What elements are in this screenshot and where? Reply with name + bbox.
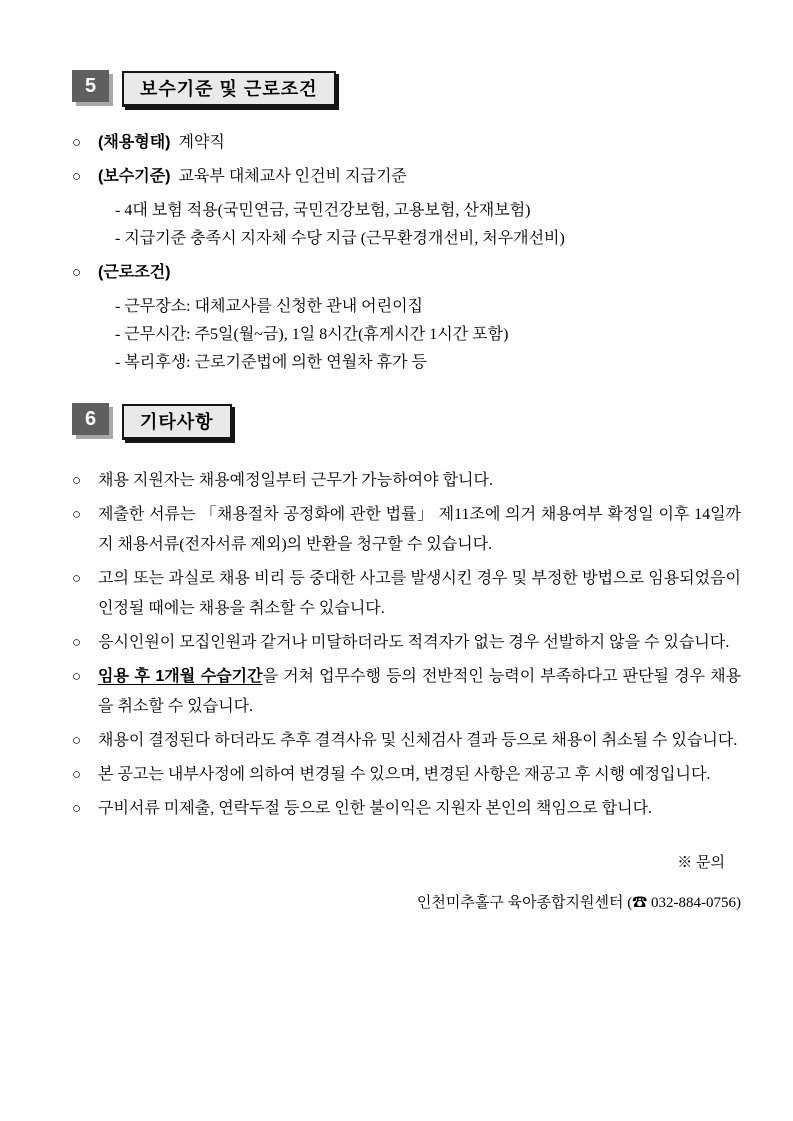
bullet-item-pay-standard <box>72 167 741 187</box>
circle-bullet-icon: ○ <box>72 473 82 489</box>
sub-item-workhours: - 근무시간: 주5일(월~금), 1일 8시간(휴게시간 1시간 포함) <box>115 326 509 343</box>
bullet-text <box>98 133 741 153</box>
notice-item-document-return <box>72 500 741 560</box>
bullet-value: 교육부 대체교사 인건비 지급기준 <box>178 168 407 185</box>
notice-text: 고의 또는 과실로 채용 비리 등 중대한 사고를 발생시킨 경우 및 부정한 방법으로 임용되었음이 인정될 때에는 채용을 취소할 수 있습니다. <box>98 570 741 617</box>
circle-bullet-icon: ○ <box>72 733 82 749</box>
circle-bullet-icon: ○ <box>72 669 82 685</box>
notice-item-responsibility <box>72 794 741 824</box>
sub-item-welfare: - 복리후생: 근로기준법에 의한 연월차 휴가 등 <box>115 354 427 371</box>
circle-bullet-icon: ○ <box>72 507 82 523</box>
notice-item-change <box>72 760 741 790</box>
bullet-text <box>98 263 741 283</box>
circle-bullet-icon: ○ <box>72 135 82 151</box>
circle-bullet-icon: ○ <box>72 265 82 281</box>
section-6-number-badge: 6 <box>72 403 109 435</box>
section-compensation <box>72 70 741 373</box>
sub-item-insurance: - 4대 보험 적용(국민연금, 국민건강보험, 고용보험, 산재보험) <box>115 202 531 219</box>
notice-item-disqualification <box>72 726 741 756</box>
bullet-label: (채용형태) <box>98 134 171 151</box>
notice-text: 본 공고는 내부사정에 의하여 변경될 수 있으며, 변경된 사항은 재공고 후 시행 예정입니다. <box>98 766 711 783</box>
sub-item-allowance: - 지급기준 충족시 지자체 수당 지급 (근무환경개선비, 처우개선비) <box>115 230 565 247</box>
notice-item-probation <box>72 662 741 722</box>
notice-item-start-date <box>72 466 741 496</box>
notice-text: 채용이 결정된다 하더라도 추후 결격사유 및 신체검사 결과 등으로 채용이 취소될 수 있습니다. <box>98 732 738 749</box>
section-5-number-badge: 5 <box>72 70 109 102</box>
circle-bullet-icon: ○ <box>72 635 82 651</box>
sub-item-workplace: - 근무장소: 대체교사를 신청한 관내 어린이집 <box>115 298 423 315</box>
notice-item-cancellation-fraud <box>72 564 741 624</box>
circle-bullet-icon: ○ <box>72 571 82 587</box>
probation-emphasis: 임용 후 1개월 수습기간 <box>98 668 263 685</box>
bullet-text <box>98 167 741 187</box>
notice-item-no-selection <box>72 628 741 658</box>
bullet-item-employment-type <box>72 133 741 153</box>
notice-text: 채용 지원자는 채용예정일부터 근무가 가능하여야 합니다. <box>98 472 493 489</box>
inquiry-label: ※ 문의 <box>677 855 725 871</box>
notice-text: 구비서류 미제출, 연락두절 등으로 인한 불이익은 지원자 본인의 책임으로 합니다. <box>98 800 653 817</box>
circle-bullet-icon: ○ <box>72 801 82 817</box>
notice-text: 응시인원이 모집인원과 같거나 미달하더라도 적격자가 없는 경우 선발하지 않을 수 있습니다. <box>98 634 730 651</box>
section-5-title: 보수기준 및 근로조건 <box>122 71 336 107</box>
section-5-header <box>72 70 741 107</box>
circle-bullet-icon: ○ <box>72 767 82 783</box>
section-6-header <box>72 403 741 440</box>
bullet-label: (근로조건) <box>98 264 171 281</box>
bullet-item-work-conditions <box>72 263 741 283</box>
notice-text: 임용 후 1개월 수습기간을 거쳐 업무수행 등의 전반적인 능력이 부족하다고 판단될 경우 채용을 취소할 수 있습니다. <box>98 668 741 715</box>
contact-info: 인천미추홀구 육아종합지원센터 (☎ 032-884-0756) <box>416 895 741 911</box>
footer <box>72 852 741 914</box>
circle-bullet-icon: ○ <box>72 169 82 185</box>
section-other-matters <box>72 403 741 824</box>
bullet-label: (보수기준) <box>98 168 171 185</box>
section-6-title: 기타사항 <box>122 404 232 440</box>
bullet-value: 계약직 <box>178 134 225 151</box>
notice-text: 제출한 서류는 「채용절차 공정화에 관한 법률」 제11조에 의거 채용여부 확정일 이후 14일까지 채용서류(전자서류 제외)의 반환을 청구할 수 있습니다. <box>98 506 741 553</box>
